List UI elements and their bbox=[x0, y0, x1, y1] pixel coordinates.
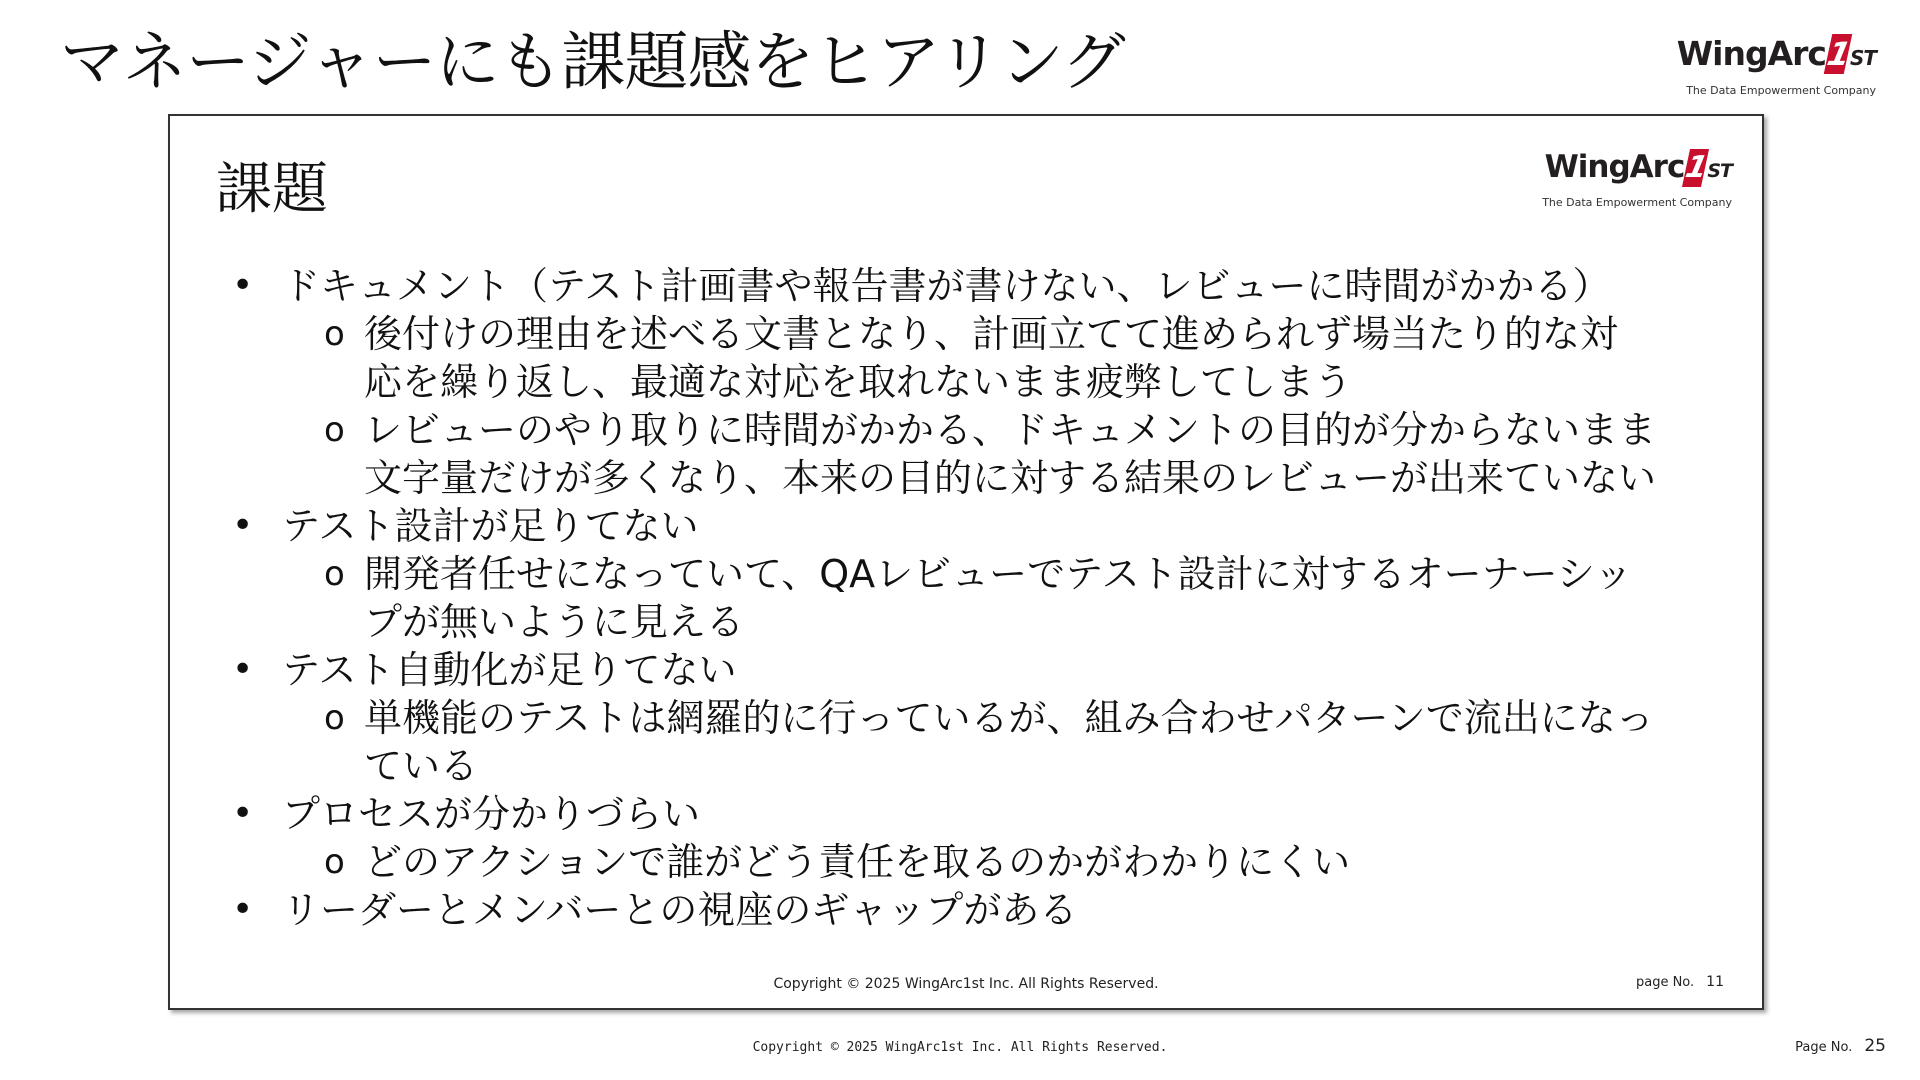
logo-wordmark bbox=[1677, 34, 1876, 78]
slide-title: マネージャーにも課題感をヒアリング bbox=[60, 26, 1125, 100]
sub-bullet-continuation: プが無いように見える bbox=[364, 600, 745, 644]
bullet-item: • プロセスが分かりづらい bbox=[232, 790, 1732, 838]
sub-bullet-item: o 後付けの理由を述べる文書となり、計画立てて進められず場当たり的な対 bbox=[232, 310, 1732, 358]
embedded-logo-tagline: The Data Empowerment Company bbox=[1542, 196, 1732, 209]
bullet-item: • テスト設計が足りてない bbox=[232, 502, 1732, 550]
logo-word: WingArc bbox=[1676, 34, 1826, 73]
page-label: Page No. bbox=[1795, 1040, 1853, 1055]
bullet-item: • テスト自動化が足りてない bbox=[232, 646, 1732, 694]
sub-bullet-item: o 単機能のテストは網羅的に行っているが、組み合わせパターンで流出になっ bbox=[232, 694, 1732, 742]
page-value: 25 bbox=[1864, 1036, 1886, 1056]
embedded-page-label: page No. bbox=[1635, 975, 1695, 990]
logo-one-mark: 1 bbox=[1823, 35, 1854, 73]
embedded-slide bbox=[168, 114, 1764, 1010]
embedded-logo-st: ST bbox=[1707, 160, 1732, 182]
embedded-copyright: Copyright © 2025 WingArc1st Inc. All Rights Reserved. bbox=[773, 976, 1159, 992]
copyright: Copyright © 2025 WingArc1st Inc. All Rights Reserved. bbox=[752, 1040, 1168, 1055]
wingarc-logo bbox=[1677, 34, 1876, 97]
page-number bbox=[1795, 1036, 1886, 1056]
sub-bullet-item: o どのアクションで誰がどう責任を取るのかがわかりにくい bbox=[232, 838, 1732, 886]
bullet-item: • ドキュメント（テスト計画書や報告書が書けない、レビューに時間がかかる） bbox=[232, 262, 1732, 310]
bullet-list bbox=[232, 262, 1732, 934]
embedded-wingarc-logo bbox=[1542, 148, 1732, 209]
sub-bullet-continuation: 文字量だけが多くなり、本来の目的に対する結果のレビューが出来ていない bbox=[364, 456, 1657, 500]
embedded-logo-word: WingArc bbox=[1544, 149, 1685, 185]
embedded-logo-one-mark: 1 bbox=[1682, 150, 1711, 185]
embedded-logo-wordmark bbox=[1542, 148, 1732, 190]
sub-bullet-continuation: 応を繰り返し、最適な対応を取れないまま疲弊してしまう bbox=[364, 360, 1353, 404]
logo-tagline: The Data Empowerment Company bbox=[1686, 84, 1876, 97]
sub-bullet-continuation: ている bbox=[364, 744, 479, 788]
embedded-page-value: 11 bbox=[1706, 974, 1724, 990]
logo-st: ST bbox=[1849, 46, 1876, 70]
sub-bullet-item: o レビューのやり取りに時間がかかる、ドキュメントの目的が分からないまま bbox=[232, 406, 1732, 454]
bullet-item: • リーダーとメンバーとの視座のギャップがある bbox=[232, 886, 1732, 934]
sub-bullet-item: o 開発者任せになっていて、QAレビューでテスト設計に対するオーナーシッ bbox=[232, 550, 1732, 598]
embedded-slide-title: 課題 bbox=[216, 157, 328, 222]
embedded-page-number bbox=[1636, 974, 1724, 990]
